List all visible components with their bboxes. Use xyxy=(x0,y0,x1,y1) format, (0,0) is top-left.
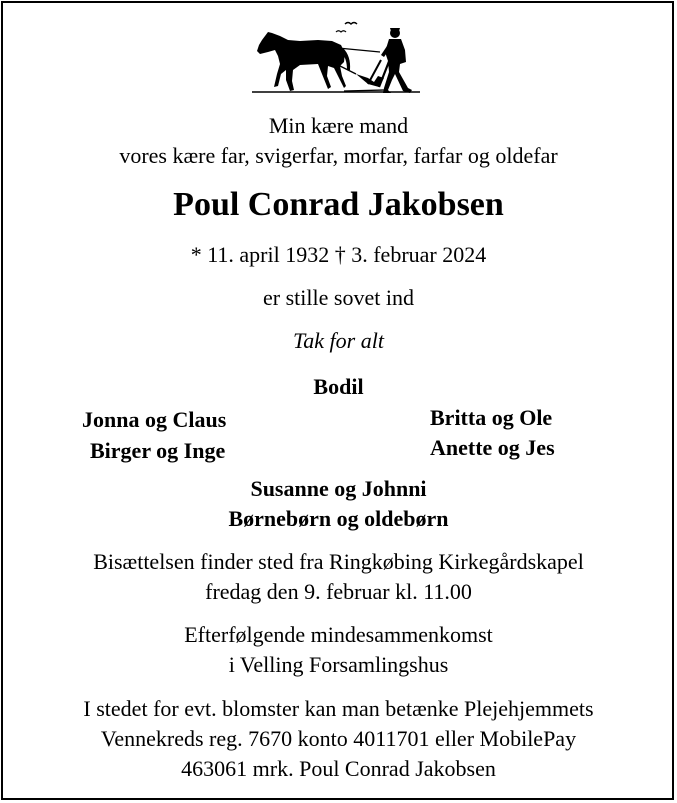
donation-line-1: I stedet for evt. blomster kan man betænke Plejehjemmets xyxy=(83,696,594,721)
family-center-1: Susanne og Johnni xyxy=(250,476,427,501)
horse-plough-icon xyxy=(248,14,424,98)
gathering-line-1: Efterfølgende mindesammenkomst xyxy=(184,622,493,647)
donation-line-3: 463061 mrk. Poul Conrad Jakobsen xyxy=(181,756,496,781)
family-left-1: Jonna og Claus xyxy=(82,407,227,432)
family-right-1: Britta og Ole xyxy=(430,405,553,430)
gathering-line-2: i Velling Forsamlingshus xyxy=(228,652,449,677)
donation-line-2: Vennekreds reg. 7670 konto 4011701 eller MobilePay xyxy=(100,726,577,751)
life-dates: * 11. april 1932 † 3. februar 2024 xyxy=(190,242,487,267)
sleep-phrase: er stille sovet ind xyxy=(263,285,414,310)
funeral-line-1: Bisættelsen finder sted fra Ringkøbing Kirkegårdskapel xyxy=(93,549,584,574)
family-left-2: Birger og Inge xyxy=(90,438,226,463)
deceased-name: Poul Conrad Jakobsen xyxy=(173,186,504,223)
family-center-2: Børnebørn og oldebørn xyxy=(228,506,449,531)
family-right-2: Anette og Jes xyxy=(430,435,555,460)
intro-line-1: Min kære mand xyxy=(268,113,409,138)
intro-line-2: vores kære far, svigerfar, morfar, farfar og oldefar xyxy=(119,143,558,168)
thanks-phrase: Tak for alt xyxy=(293,328,384,353)
spouse-name: Bodil xyxy=(313,374,364,399)
funeral-line-2: fredag den 9. februar kl. 11.00 xyxy=(205,579,472,604)
